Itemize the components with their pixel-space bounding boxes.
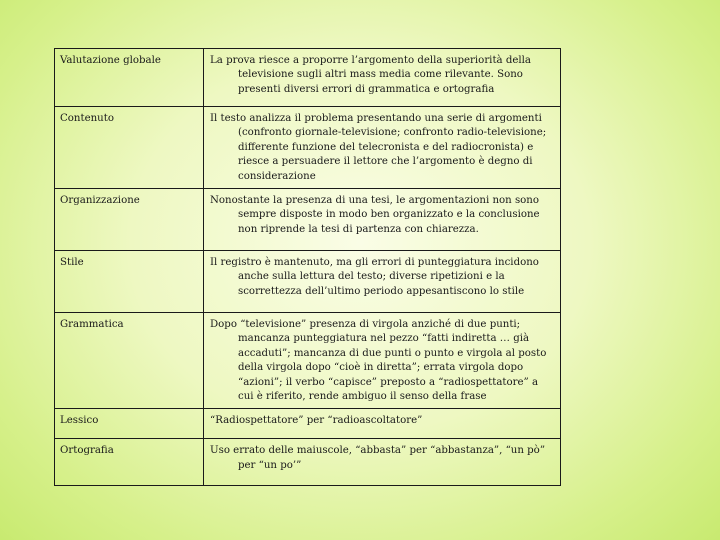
criterion-cell: Stile [55, 251, 204, 313]
comment-cell [204, 251, 561, 313]
comment-cell [204, 439, 561, 486]
table-row [55, 251, 561, 313]
comment-cell [204, 49, 561, 107]
criterion-cell: Lessico [55, 409, 204, 439]
comment-cell [204, 313, 561, 409]
table-row [55, 439, 561, 486]
comment-cell [204, 409, 561, 439]
table-row [55, 107, 561, 189]
table-row [55, 409, 561, 439]
comment-text: Dopo “televisione” presenza di virgola anziché di due punti; mancanza punteggiatura nel pezzo “fatti indiretta … già accaduti”; mancanza di due punti o punto e virgola al posto della virgola dopo “cioè in diretta”; errata virgola dopo “azioni”; il verbo “capisce” preposto a “radiospettatore” a cui è riferito, rende ambiguo il senso della frase [210, 319, 547, 403]
comment-cell [204, 189, 561, 251]
criterion-cell: Contenuto [55, 107, 204, 189]
comment-text: Uso errato delle maiuscole, “abbasta” per “abbastanza”, “un pò” per “un po’” [210, 445, 546, 471]
criterion-cell: Organizzazione [55, 189, 204, 251]
evaluation-table [54, 48, 561, 486]
criterion-cell: Valutazione globale [55, 49, 204, 107]
comment-text: Il testo analizza il problema presentando una serie di argomenti (confronto giornale-televisione; confronto radio-televisione; differente funzione del telecronista e del radiocronista) e riesce a persuadere il lettore che l’argomento è degno di considerazione [210, 113, 547, 182]
comment-text: Il registro è mantenuto, ma gli errori di punteggiatura incidono anche sulla lettura del testo; diverse ripetizioni e la scorrettezza dell’ultimo periodo appesantiscono lo stile [210, 257, 539, 297]
table-row [55, 189, 561, 251]
comment-text: Nonostante la presenza di una tesi, le argomentazioni non sono sempre disposte in modo ben organizzato e la conclusione non riprende la tesi di partenza con chiarezza. [210, 195, 540, 235]
comment-text: “Radiospettatore” per “radioascoltatore” [210, 415, 423, 427]
criterion-cell: Grammatica [55, 313, 204, 409]
criterion-cell: Ortografia [55, 439, 204, 486]
table-row [55, 313, 561, 409]
table-row [55, 49, 561, 107]
comment-text: La prova riesce a proporre l’argomento della superiorità della televisione sugli altri mass media come rilevante. Sono presenti diversi errori di grammatica e ortografia [210, 55, 531, 95]
comment-cell [204, 107, 561, 189]
